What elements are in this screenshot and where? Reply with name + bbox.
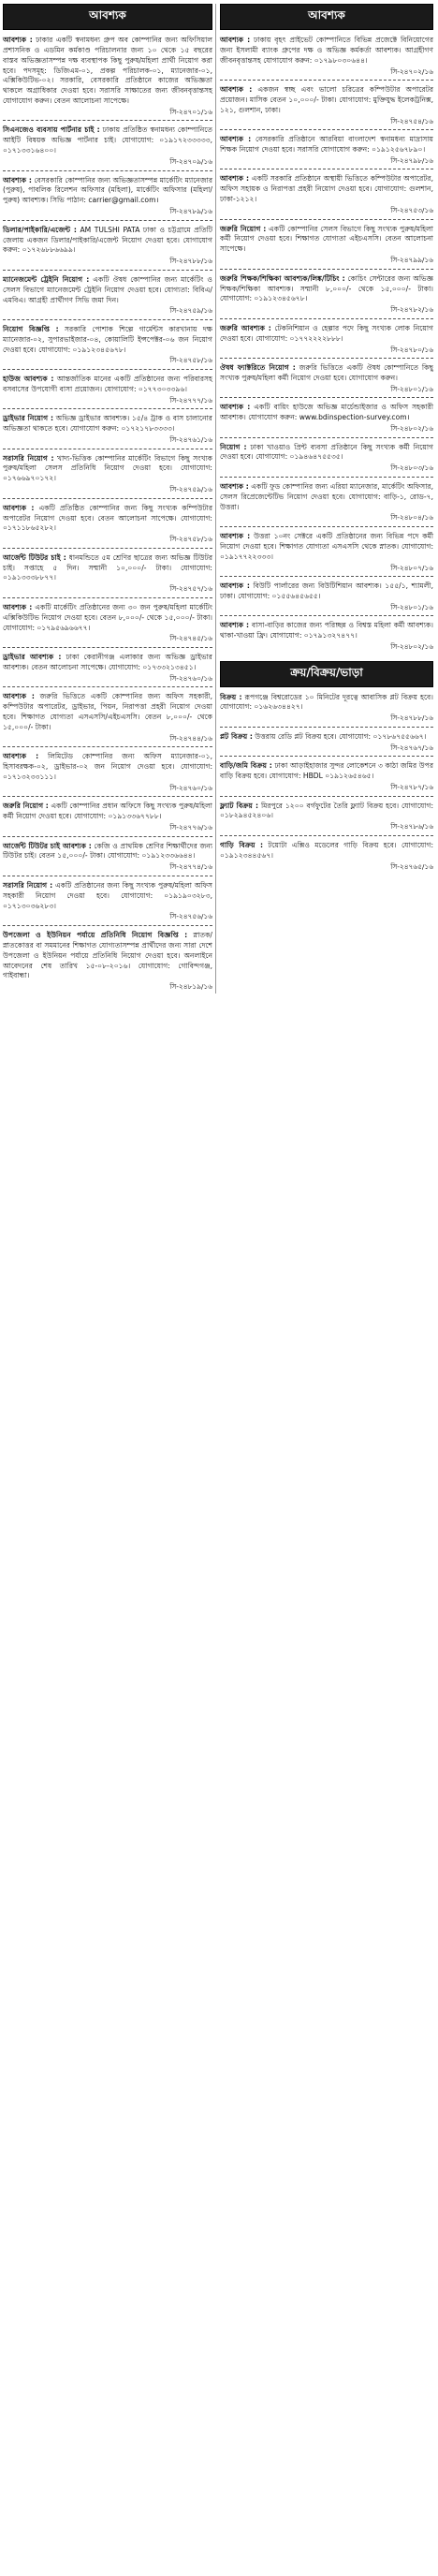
ad-divider: [220, 269, 433, 270]
ad-text: ঢাকায় বৃহৎ প্রাইভেট কোম্পানিতে বিভিন্ন প্রজেক্টে বিনিয়োগের জন্য ইসলামী ব্যাংক গ্রুপের দক্ষ ও অভিজ্ঞ কর্মকর্তা আবশ্যক। আগ্রহীগণ জীবনবৃত্তান্তসহ যোগাযোগ করুন: ০১৭৯৮০৩০৬৪৪।: [220, 36, 434, 65]
ad-text: সরকারি পোশাক শিল্পে গার্মেন্টস কারখানায় দক্ষ ম্যানেজার-০২, সুপারভাইজার-০৪, কোয়ালিটি ইন্সপেক্টর-০৬ জন নিয়োগ দেওয়া হবে। যোগাযোগ: ০১৯১২৩৪৫৬৭৮।: [3, 324, 212, 354]
ad-keyword: ঔষধ ফ্যাক্টরিতে নিয়োগ :: [220, 363, 296, 373]
ad-reference-code: সি-২৪৮০২/১৬: [390, 642, 433, 652]
ad-divider: [3, 319, 212, 320]
ad-text: খাদ্য-ভিত্তিক কোম্পানির মার্কেটিং বিভাগে কিছু সংখ্যক পুরুষ/মহিলা সেলস প্রতিনিধি নিয়োগ দেওয়া হবে। যোগাযোগ: ০১৭৬৬৯৭০১৭২।: [3, 453, 212, 483]
ad-reference-code: সি-২৪৭৮০/১৬: [390, 345, 433, 354]
ad-keyword: সরাসরি নিয়োগ :: [3, 453, 54, 463]
classified-ad: [220, 580, 433, 613]
classified-ad: [220, 272, 433, 316]
classified-ad: [3, 879, 212, 923]
classified-ad: [3, 452, 212, 496]
ad-reference-code: সি-২৪৮০১/১৬: [390, 602, 433, 611]
ad-keyword: বিক্রয় :: [220, 692, 242, 701]
ad-keyword: আবশ্যক :: [3, 602, 33, 611]
classified-ad: [3, 373, 212, 406]
ad-text: একটি ফুড কোম্পানির জন্য এরিয়া ম্যানেজার, মার্কেটিং অফিসার, সেলস রিপ্রেজেন্টেটিভ নিয়োগ দেওয়া হবে। যোগাযোগ: বাড়ি-১, রোড-৭, উত্তরা।: [220, 481, 433, 511]
ad-divider: [220, 129, 433, 130]
ad-reference-code: সি-২৪৭৮৬/১৬: [390, 822, 433, 832]
ad-divider: [3, 925, 212, 926]
section-header-sale: ক্রয়/বিক্রয়/ভাড়া: [220, 661, 433, 687]
ad-keyword: আবশ্যক :: [220, 36, 251, 44]
ad-reference-code: সি-২৪৭৬০/১৬: [169, 783, 212, 792]
ad-keyword: জরুরি নিয়োগ :: [220, 224, 267, 233]
ad-text: অভিজ্ঞ ড্রাইভার আবশ্যক। ১৫/৪ ট্রাক ও বাস চালানোর অভিজ্ঞতা থাকতে হবে। যোগাযোগ করুন: ০১৭২১৭৮৩৩৩৩।: [3, 414, 212, 434]
classified-ad: [220, 361, 433, 395]
ad-keyword: আবশ্যক :: [3, 752, 39, 761]
ad-reference-code: সি-২৪৭৫৩/১৬: [390, 206, 433, 215]
ad-text: উত্তরা ১০নং সেক্টরে একটি প্রতিষ্ঠানের জন্য বিভিন্ন পদে কর্মী নিয়োগ দেওয়া হবে। শিক্ষাগত যোগ্যতা এসএসসি থেকে স্নাতক। যোগাযোগ: ০১৯১৭৭২২৩৩৩।: [220, 531, 434, 561]
ad-keyword: আবশ্যক :: [220, 135, 252, 144]
ad-divider: [220, 219, 433, 220]
classified-ad: [3, 174, 212, 218]
classified-ad: [220, 401, 433, 434]
classified-ad: [220, 839, 433, 873]
ad-reference-code: সি-২৪৭৬১/১৬: [169, 434, 212, 444]
ad-divider: [220, 318, 433, 319]
ad-divider: [220, 796, 433, 797]
ad-keyword: জরুরি নিয়োগ :: [3, 802, 49, 811]
classified-ad: [220, 480, 433, 524]
classified-ad: [220, 441, 433, 475]
ad-divider: [3, 408, 212, 409]
ad-reference-code: সি-২৪৮০৪/১৬: [390, 513, 433, 523]
ad-divider: [220, 835, 433, 836]
ad-reference-code: সি-২৪৭৫৮/১৬: [169, 535, 212, 544]
ad-reference-code: সি-২৪৭০২/১৬: [390, 66, 433, 76]
ad-divider: [3, 170, 212, 171]
ad-text: উত্তরায় রেডি প্লট বিক্রয় হবে। যোগাযোগ: ০১৭৮৬৭৫৫৬৬৭।: [255, 731, 427, 741]
ad-keyword: জরুরি শিক্ষক/শিক্ষিকা আবশ্যক/লিঙ্ক/টিচিং :: [220, 273, 345, 283]
ad-divider: [220, 727, 433, 728]
ad-divider: [220, 477, 433, 478]
ad-keyword: আবশ্যক :: [3, 692, 35, 701]
ad-reference-code: সি-২৪৭৫৯/১৬: [169, 306, 212, 316]
ad-reference-code: সি-২৪৭৮৯/১৬: [169, 207, 212, 216]
ad-keyword: আবশ্যক :: [3, 175, 32, 184]
ad-divider: [220, 576, 433, 577]
ad-keyword: গাড়ি বিক্রয় :: [220, 840, 264, 849]
ad-keyword: আবশ্যক :: [220, 621, 250, 630]
ad-text: স্নাতক/স্নাতকোত্তর বা সমমানের শিক্ষাগত যোগ্যতাসম্পন্ন প্রার্থীদের জন্য সারা দেশে উপজেলা ও ইউনিয়ন পর্যায়ে প্রতিনিধি নিয়োগ দেওয়া হবে। অনলাইনে আবেদনের শেষ তারিখ ১৫-০৮-২০১৬। যোগাযোগ: গোবিন্দগঞ্জ, গাইবান্ধা।: [3, 930, 212, 980]
ad-reference-code: সি-২৪৮০৭/১৬: [390, 563, 433, 572]
ad-reference-code: সি-২৪৭৭৭/১৬: [169, 395, 212, 405]
ad-reference-code: সি-২৪৭৫৪/১৬: [390, 116, 433, 125]
ad-reference-code: সি-২৪৭৫৮/১৬: [169, 356, 212, 365]
ad-keyword: আবশ্যক :: [220, 531, 251, 540]
ad-keyword: জরুরি আবশ্যক :: [220, 323, 271, 332]
ad-reference-code: সি-২৪৭৫৯/১৬: [169, 485, 212, 494]
ad-text: ঢাকা আড়াইহাজার সুন্দর লোকেশনে ৩ কাঠা জমির উপর বাড়ি বিক্রয় হবে। যোগাযোগ: HBDL ০১৯১২৬৫৪৬৫।: [220, 761, 433, 781]
classified-ad: [220, 691, 433, 725]
ad-reference-code: সি-২৪৭৯৯/১৬: [390, 256, 433, 265]
ad-keyword: ড্রাইভার আবশ্যক :: [3, 653, 62, 661]
classified-ad: [3, 273, 212, 317]
ad-divider: [3, 120, 212, 121]
ad-keyword: হাউজ আবশ্যক :: [3, 375, 54, 384]
classified-ad: [3, 750, 212, 794]
ad-reference-code: সি-২৪৭৮৮/১৬: [169, 257, 212, 266]
ad-keyword: বাড়ি/জমি বিক্রয় :: [220, 761, 272, 771]
classified-ad: [3, 323, 212, 367]
classified-ad: [220, 223, 433, 267]
ad-reference-code: সি-২৪৭০৯/১৬: [169, 157, 212, 167]
ad-text: একটি ঔষধ কোম্পানির জন্য মার্কেটিং ও সেলস বিভাগে ম্যানেজমেন্ট ট্রেইনি নিয়োগ দেওয়া হবে। যোগ্যতা: বিবিএ/এমবিএ। আগ্রহী প্রার্থীগণ সিভি জমা দিন।: [3, 274, 213, 304]
ad-keyword: উপজেলা ও ইউনিয়ন পর্যায়ে প্রতিনিধি নিয়োগ বিজ্ঞপ্তি :: [3, 930, 188, 939]
classified-ad: [220, 800, 433, 833]
ad-divider: [3, 647, 212, 648]
ad-text: ঢাকা খাওয়াও প্রিন্ট ব্যবসা প্রতিষ্ঠানে কিছু সংখ্যক কর্মী নিয়োগ দেওয়া হবে। যোগাযোগ: ০১৯৪৬৪৭৫৫৩৫।: [220, 442, 434, 462]
ad-keyword: প্লট বিক্রয় :: [220, 731, 253, 741]
ad-text: একটি প্রতিষ্ঠিত কোম্পানির জন্য কিছু সংখ্যক কম্পিউটার অপারেটর নিয়োগ দেওয়া হবে। বেতন আলোচনা সাপেক্ষে। যোগাযোগ: ০১৭১১৮৬৫২৮২।: [3, 503, 213, 533]
sale-ads-list: [220, 691, 433, 873]
classified-ad: [220, 83, 433, 127]
ad-divider: [3, 270, 212, 271]
columns: [3, 4, 435, 994]
classified-ad: [3, 651, 212, 684]
ad-keyword: আর্জেন্ট টিউটর চাই :: [3, 552, 66, 562]
ad-divider: [3, 220, 212, 221]
ad-divider: [220, 756, 433, 757]
ad-reference-code: সি-২৪৭৪৪/১৬: [169, 733, 212, 743]
classified-ad: [3, 690, 212, 744]
ad-keyword: আবশ্যক :: [220, 403, 251, 412]
ad-reference-code: সি-২৪৭৬৫/১৬: [390, 861, 433, 871]
ad-keyword: আর্জেন্ট টিউটর চাই আবশ্যক :: [3, 841, 92, 850]
ad-keyword: আবশ্যক :: [220, 85, 253, 95]
classified-ad: [3, 34, 212, 118]
ad-text: ঢাকায় প্রতিষ্ঠিত স্বনামধন্য কোম্পানিতে আইটি বিষয়ক অভিজ্ঞ পার্টনার চাই। যোগাযোগ: ০১৯১৭২৩৩৩৩৩, ০১৭১৩৩১৬৪০০।: [3, 125, 212, 155]
ad-keyword: ড্রাইভার নিয়োগ :: [3, 414, 53, 423]
ad-keyword: আবশ্যক :: [3, 36, 33, 44]
ad-divider: [3, 796, 212, 797]
ad-keyword: ফ্ল্যাট বিক্রয় :: [220, 801, 259, 810]
classified-ad: [220, 530, 433, 574]
classified-ad: [220, 172, 433, 216]
classified-ad: [3, 552, 212, 596]
ad-reference-code: সি-২৪৭৫৭/১৬: [169, 584, 212, 594]
ad-text: একটি প্রতিষ্ঠানের জন্য কিছু সংখ্যক পুরুষ/মহিলা অফিস সহকারী নিয়োগ দেওয়া হবে। যোগাযোগ: ০১৯১৯০৩২৮৩, ০১৭১৩০৩৬২৮৩।: [3, 880, 213, 910]
ad-divider: [220, 358, 433, 359]
classified-ad: [3, 840, 212, 874]
ad-text: টয়োটা এক্সিও মডেলের গাড়ি বিক্রয় হবে। যোগাযোগ: ০১৯১২৩৪৪৫৬৭।: [220, 840, 433, 860]
ad-divider: [3, 686, 212, 687]
ad-text: রূপগঞ্জে বিশ্বরোডের ১০ মিনিটের দূরত্বে আবাসিক প্লট বিক্রয় হবে। যোগাযোগ: ০১৬২৬৩৪৪২৭।: [220, 692, 433, 712]
ad-divider: [220, 80, 433, 81]
ad-text: বিউটি পার্লারের জন্য বিউটিশিয়ান আবশ্যক। ১৫৫/১, শ্যামলী, ঢাকা। যোগাযোগ: ০১৫৫৬৪৫৬৫৫।: [220, 581, 433, 600]
classified-ad: [220, 133, 433, 167]
classified-ad: [3, 412, 212, 446]
classified-ad: [3, 124, 212, 168]
classified-ad: [220, 730, 433, 754]
ad-divider: [3, 369, 212, 370]
ad-reference-code: সি-২৪৮০২/১৬: [390, 424, 433, 434]
ad-text: একটি কোম্পানির সেলস বিভাগে কিছু সংখ্যক পুরুষ/মহিলা কর্মী নিয়োগ দেওয়া হবে। শিক্ষাগত যোগ্যতা এইচএসসি। বেতন আলোচনা সাপেক্ষে।: [220, 224, 434, 254]
ad-keyword: সিএনজেও ব্যবসায় পার্টনার চাই :: [3, 125, 100, 135]
ad-divider: [3, 746, 212, 747]
ad-divider: [220, 526, 433, 527]
ad-reference-code: সি-২৪৭৫৬/১৬: [169, 912, 212, 921]
right-column: [220, 4, 433, 873]
ad-reference-code: সি-২৪৭০১/১৬: [169, 107, 212, 116]
ad-keyword: আবশ্যক :: [220, 481, 249, 491]
classified-ad: [3, 800, 212, 833]
ad-reference-code: সি-২৪৭৮৮/১৬: [390, 714, 433, 723]
ad-text: একটি বায়িং হাউজে অভিজ্ঞ মার্চেন্ডাইজার ও অফিস সহকারী আবশ্যক। যোগাযোগ করুন: www.bdinspection-survey.com।: [220, 403, 433, 422]
ad-reference-code: সি-২৪৮০১/১৬: [390, 384, 433, 393]
ad-text: লিমিটেড কোম্পানির জন্য অফিস ম্যানেজার-০১, হিসাবরক্ষক-০২, ড্রাইভার-০২ জন নিয়োগ দেওয়া হবে। যোগাযোগ: ০১৭১৩২৩৩১১১।: [3, 752, 213, 781]
classified-ad: [220, 759, 433, 793]
ad-divider: [3, 498, 212, 499]
ad-keyword: নিয়োগ :: [220, 442, 247, 451]
ad-reference-code: সি-২৪৭৬৭/১৬: [390, 743, 433, 752]
ad-text: একজন স্বচ্ছ এবং ভালো চরিত্রের কম্পিউটার অপারেটর প্রয়োজন। মাসিক বেতন ১০,০০০/- টাকা। যোগাযোগ: মুক্তিযুদ্ধ ইলেকট্রনিক্স, ১২১, গুলশান, ঢাকা।: [220, 85, 434, 114]
ad-text: কেজি ও প্রাথমিক শ্রেণির শিক্ষার্থীদের জন্য টিউটর চাই। বেতন ১৫,০০০/- টাকা। যোগাযোগ: ০১৯১২৩৩৬৬৪৪।: [3, 841, 213, 861]
left-ads-list: [3, 34, 212, 994]
section-header-right: আবশ্যক: [220, 4, 433, 30]
ad-keyword: আবশ্যক :: [3, 503, 35, 512]
classified-ad: [220, 34, 433, 78]
ad-reference-code: সি-২৪৭৮২/১৬: [390, 305, 433, 315]
ad-reference-code: সি-২৪৭৬০/১৬: [169, 673, 212, 683]
ad-keyword: আবশ্যক :: [220, 581, 250, 591]
ad-reference-code: সি-২৪৮১৯/১৬: [169, 982, 212, 992]
ad-text: ধানমন্ডিতে ৫ম শ্রেণির ছাত্রের জন্য অভিজ্ঞ টিউটর চাই। সপ্তাহে ৫ দিন। সম্মানী ১০,০০০/- টাকা। যোগাযোগ: ০১৯১৩৩৩৮৮৭৭।: [3, 552, 212, 582]
ad-text: একটি সরকারি প্রতিষ্ঠানে অস্থায়ী ভিত্তিতে কম্পিউটার অপারেটর, অফিস সহায়ক ও নিরাপত্তা প্রহরী নিয়োগ দেওয়া হবে। যোগাযোগ: গুলশান, ঢাকা-১২১২।: [220, 174, 434, 204]
ad-text: জরুরি ভিত্তিতে একটি কোম্পানির জন্য অফিস সহকারী, কম্পিউটার অপারেটর, ড্রাইভার, পিয়ন, নিরাপত্তা প্রহরী নিয়োগ দেওয়া হবে। শিক্ষাগত যোগ্যতা এসএসসি/এইচএসসি। বেতন ৮,০০০/- থেকে ১৫,০০০/- টাকা।: [3, 692, 212, 731]
ad-text: AM TULSHI PATA ঢাকা ও চট্টগ্রামে প্রতিটি জেলায় একজন ডিলার/পাইকারি/এজেন্ট নিয়োগ দেওয়া হবে। যোগাযোগ করুন: ০১৭২৬৮৮৬৬৯৯।: [3, 225, 212, 255]
ad-divider: [220, 397, 433, 398]
ad-divider: [3, 836, 212, 837]
classified-ad: [220, 322, 433, 356]
ad-reference-code: সি-২৪৭৭৬/১৬: [169, 823, 212, 832]
ad-reference-code: সি-২৪৮০৩/১৬: [390, 464, 433, 473]
ad-text: ঢাকা কেরানীগঞ্জ এলাকার জন্য অভিজ্ঞ ড্রাইভার আবশ্যক। বেতন আলোচনা সাপেক্ষে। যোগাযোগ: ০১৭৩৩২১৩৪৫১।: [3, 653, 212, 671]
ad-text: বেসরকারি কোম্পানির জন্য অভিজ্ঞতাসম্পন্ন মার্কেটিং ম্যানেজার (পুরুষ), পাবলিক রিলেশন অফিসার (মহিলা), মার্কেটিং অফিসার (মহিলা/পুরুষ) আবশ্যক। সিভি পাঠান: carrier@gmail.com।: [3, 175, 212, 205]
ad-reference-code: সি-২৪৭৪৫/১৬: [169, 634, 212, 643]
left-column: [3, 4, 216, 994]
right-ads-list: [220, 34, 433, 654]
classified-ad: [220, 619, 433, 653]
classified-ad: [3, 929, 212, 994]
ad-keyword: সরাসরি নিয়োগ :: [3, 880, 53, 890]
ad-divider: [220, 437, 433, 438]
ad-divider: [220, 615, 433, 616]
ad-divider: [3, 548, 212, 549]
ad-reference-code: সি-২৪৭৯৮/১৬: [390, 155, 433, 165]
classified-ad: [3, 601, 212, 645]
ad-divider: [3, 597, 212, 598]
section-header-left: আবশ্যক: [3, 4, 212, 30]
ad-text: ঢাকার একটি স্বনামধন্য গ্রুপ অব কোম্পানির জন্য অফিসিয়াল প্রশাসনিক ও এডমিন কর্মকাণ্ড পরিচালনার জন্য ১০ থেকে ১৫ বছরের বাস্তব অভিজ্ঞতাসম্পন্ন দক্ষ ব্যবস্থাপক কিছু পুরুষ/মহিলা প্রার্থী নিয়োগ করা হবে। পদসমূহ: ডিজিএম-০১, প্রকল্প পরিচালক-০১, ম্যানেজার-০১, এক্সিকিউটিভ-০২। সরকারি, বেসরকারি প্রতিষ্ঠানে কাজের অভিজ্ঞতা থাকলে অগ্রাধিকার দেওয়া হবে। সরাসরি সাক্ষাতের জন্য জীবনবৃত্তান্তসহ যোগাযোগ করুন। বেতন আলোচনা সাপেক্ষে।: [3, 36, 212, 106]
ad-text: একটি কোম্পানির প্রধান অফিসে কিছু সংখ্যক পুরুষ/মহিলা কর্মী নিয়োগ দেওয়া হবে। যোগাযোগ: ০১৯১৩৩৬৭৭৮৮।: [3, 802, 213, 821]
ad-text: বাসা-বাড়ির কাজের জন্য পরিচ্ছন্ন ও বিশ্বস্ত মহিলা কর্মী আবশ্যক। থাকা-খাওয়া ফ্রি। যোগাযোগ: ০১৭৯১৩২৭৪৭৭।: [220, 621, 433, 640]
ad-keyword: আবশ্যক :: [220, 174, 250, 184]
ad-keyword: নিয়োগ বিজ্ঞপ্তি :: [3, 324, 59, 333]
ad-keyword: ডিলার/পাইকারি/এজেন্ট :: [3, 225, 77, 234]
classified-ad: [3, 224, 212, 268]
ad-text: টেকনিশিয়ান ও হেল্পার পদে কিছু সংখ্যক লোক নিয়োগ দেওয়া হবে। যোগাযোগ: ০১৭৭২২২২৮৮৮।: [220, 323, 434, 343]
ad-text: একটি মার্কেটিং প্রতিষ্ঠানের জন্য ৩০ জন পুরুষ/মহিলা মার্কেটিং এক্সিকিউটিভ নিয়োগ দেওয়া হবে। বেতন ৮,০০০/- থেকে ১৫,০০০/- টাকা। যোগাযোগ: ০১৭৯৫৬৯৬৬৭৭।: [3, 602, 212, 632]
ad-reference-code: সি-২৪৭৭৪/১৬: [169, 862, 212, 872]
ad-text: বেসরকারি প্রতিষ্ঠানে আরবিয়া বাংলাদেশ স্বনামধন্য মাদ্রাসায় শিক্ষক নিয়োগ দেওয়া হবে। সরাসরি যোগাযোগ করুন: ০১৯১২৫৬৭৮৯০।: [220, 135, 433, 155]
ad-text: আন্তর্জাতিক মানের একটি প্রতিষ্ঠানের জন্য পরিবারসহ বসবাসের উপযোগী বাসা প্রয়োজন। যোগাযোগ: ০১৭৭৩০৩৩৯৬।: [3, 375, 213, 393]
ad-keyword: ম্যানেজমেন্ট ট্রেইনি নিয়োগ :: [3, 274, 90, 284]
ad-text: জরুরি ভিত্তিতে একটি ঔষধ কোম্পানিতে কিছু সংখ্যক পুরুষ/মহিলা কর্মী নিয়োগ দেওয়া হবে। যোগাযোগ করুন।: [220, 363, 434, 382]
ad-text: মিরপুরে ১২০০ বর্গফুটের তৈরি ফ্ল্যাট বিক্রয় হবে। যোগাযোগ: ০১৮২৯৪৫২৪০৬।: [220, 801, 434, 820]
ad-reference-code: সি-২৪৭৮৭/১৬: [390, 783, 433, 791]
ad-text: কোচিং সেন্টারের জন্য অভিজ্ঞ শিক্ষক/শিক্ষিকা আবশ্যক। সম্মানী ৮,০০০/- থেকে ১৫,০০০/- টাকা। যোগাযোগ: ০১৯১২৩৪৫৬৭৮।: [220, 273, 433, 303]
classified-ad: [3, 502, 212, 546]
